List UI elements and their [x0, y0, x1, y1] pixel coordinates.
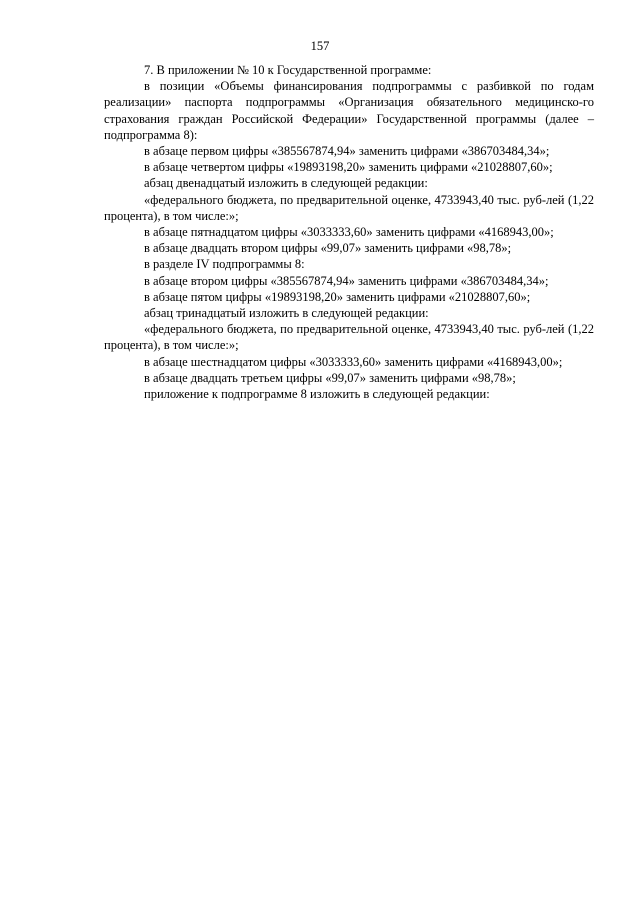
paragraph-abzac-twenty-third: в абзаце двадцать третьем цифры «99,07» заменить цифрами «98,78»;	[144, 370, 516, 385]
paragraph-abzac-fifth: в абзаце пятом цифры «19893198,20» заменить цифрами «21028807,60»;	[144, 289, 531, 304]
page-number: 157	[310, 39, 330, 53]
paragraph-abzac-second: в абзаце втором цифры «385567874,94» заменить цифрами «386703484,34»;	[144, 273, 549, 288]
paragraph-position-financing: в позиции «Объемы финансирования подпрограммы с разбивкой по годам реализации» паспорта подпрограммы «Организация обязательного медицинско-го страхования граждан Российской Федерации» Государственной программы (далее – подпрограмма 8):	[104, 79, 594, 142]
paragraph-federal-budget-1: «федерального бюджета, по предварительной оценке, 4733943,40 тыс. руб-лей (1,22 процента), в том числе:»;	[104, 192, 594, 223]
paragraph-abzac-fifteenth: в абзаце пятнадцатом цифры «3033333,60» заменить цифрами «4168943,00»;	[144, 225, 554, 240]
paragraph-item-7-heading: 7. В приложении № 10 к Государственной программе:	[144, 63, 432, 77]
document-body	[104, 62, 594, 402]
paragraph-appendix: приложение к подпрограмме 8 изложить в следующей редакции:	[144, 387, 490, 402]
paragraph-abzac-fourth: в абзаце четвертом цифры «19893198,20» заменить цифрами «21028807,60»;	[144, 160, 553, 175]
paragraph-federal-budget-2: «федерального бюджета, по предварительной оценке, 4733943,40 тыс. руб-лей (1,22 процента), в том числе:»;	[104, 322, 594, 353]
paragraph-abzac-sixteenth: в абзаце шестнадцатом цифры «3033333,60» заменить цифрами «4168943,00»;	[144, 354, 563, 369]
paragraph-abzac-thirteenth: абзац тринадцатый изложить в следующей редакции:	[144, 306, 429, 321]
paragraph-abzac-first: в абзаце первом цифры «385567874,94» заменить цифрами «386703484,34»;	[144, 144, 550, 159]
paragraph-abzac-twelfth: абзац двенадцатый изложить в следующей редакции:	[144, 176, 428, 191]
paragraph-abzac-twenty-second: в абзаце двадцать втором цифры «99,07» заменить цифрами «98,78»;	[144, 241, 512, 256]
paragraph-section-iv: в разделе IV подпрограммы 8:	[144, 257, 305, 272]
